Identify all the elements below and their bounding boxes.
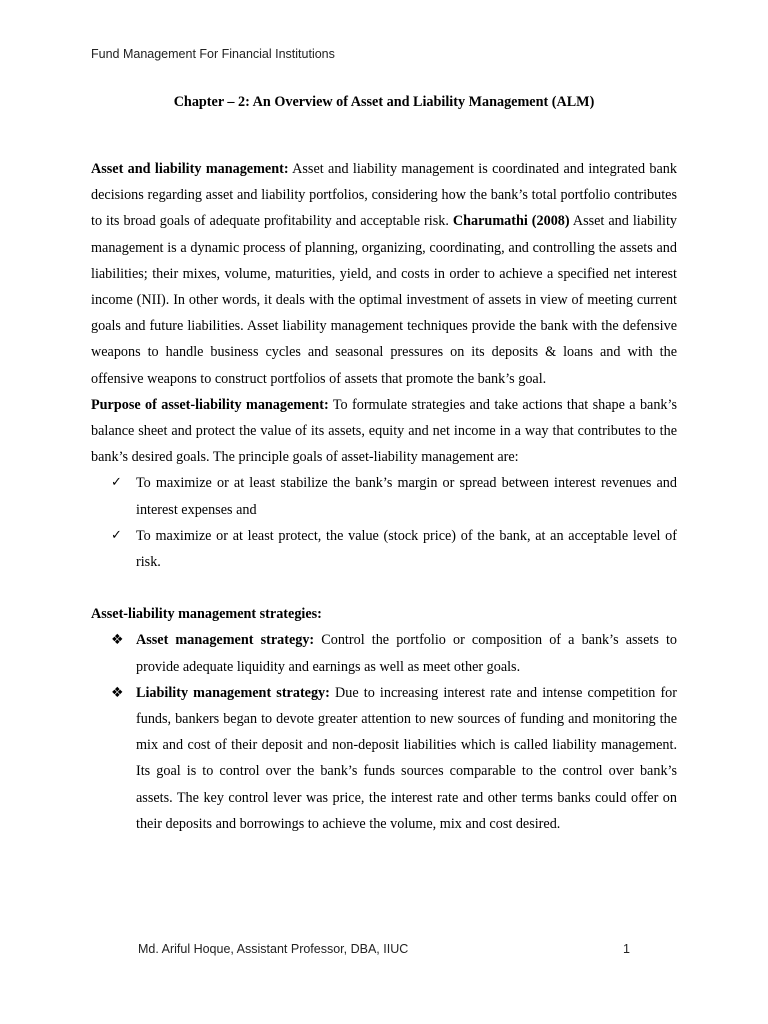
section-heading-strategies: Asset-liability management strategies: xyxy=(91,606,322,623)
paragraph-alm-definition xyxy=(91,156,677,392)
strategies-list xyxy=(91,627,677,837)
footer-author: Md. Ariful Hoque, Assistant Professor, DBA, IIUC xyxy=(138,942,409,956)
strategy-term: Liability management strategy: xyxy=(136,684,330,701)
list-item xyxy=(91,523,677,575)
spacer xyxy=(91,575,677,601)
page-number: 1 xyxy=(623,942,630,956)
diamond-bullet-icon: ❖ xyxy=(111,684,124,701)
diamond-bullet-icon: ❖ xyxy=(111,632,124,649)
strategy-text: Due to increasing interest rate and intense competition for funds, bankers began to devote greater attention to new sources of funding and monitoring the mix and cost of their deposit and non-deposit liabilities which is called liability management. Its goal is to control over the bank’s funds sources comparable to the control over bank’s assets. The key control lever was price, the interest rate and other terms banks could offer on their deposits and borrowings to achieve the volume, mix and cost desired. xyxy=(136,684,677,832)
list-item xyxy=(91,680,677,837)
strategy-text: Control the portfolio or composition of a bank’s assets to provide adequate liquidity and earnings as well as meet other goals. xyxy=(136,632,677,675)
body-text xyxy=(91,156,677,837)
strategy-term: Asset management strategy: xyxy=(136,632,315,649)
citation: Charumathi (2008) xyxy=(452,213,570,230)
running-header: Fund Management For Financial Institutions xyxy=(91,47,335,61)
term-alm: Asset and liability management: xyxy=(91,161,289,177)
list-item xyxy=(91,627,677,679)
term-purpose: Purpose of asset-liability management: xyxy=(91,396,329,413)
goals-list xyxy=(91,470,677,575)
alm-definition-text: Asset and liability management is coordinated and integrated bank decisions regarding asset and liability portfolios, considering how the bank’s total portfolio contributes to its broad goals of adequate profitability and acceptable risk. xyxy=(91,161,677,230)
list-item xyxy=(91,470,677,522)
checkmark-icon: ✓ xyxy=(111,527,122,543)
purpose-text: To formulate strategies and take actions that shape a bank’s balance sheet and protect the value of its assets, equity and net income in a way that contributes to the bank’s desired goals. The principle goals of asset-liability management are: xyxy=(91,396,677,466)
paragraph-purpose xyxy=(91,392,677,471)
alm-definition-text-continued: Asset and liability management is a dynamic process of planning, organizing, coordinating, and controlling the assets and liabilities; their mixes, volume, maturities, yield, and costs in order to achieve a specified net interest income (NII). In other words, it deals with the optimal investment of assets in view of meeting current goals and future liabilities. Asset liability management techniques provide the bank with the defensive weapons to handle business cycles and seasonal pressures on its deposits & loans and with the offensive weapons to construct portfolios of assets that promote the bank’s goal. xyxy=(91,213,677,387)
goal-text: To maximize or at least protect, the value (stock price) of the bank, at an acceptable level of risk. xyxy=(136,527,677,571)
chapter-title: Chapter – 2: An Overview of Asset and Liability Management (ALM) xyxy=(173,94,595,110)
running-footer xyxy=(138,942,630,956)
checkmark-icon: ✓ xyxy=(111,475,122,491)
goal-text: To maximize or at least stabilize the bank’s margin or spread between interest revenues and interest expenses and xyxy=(136,475,677,518)
